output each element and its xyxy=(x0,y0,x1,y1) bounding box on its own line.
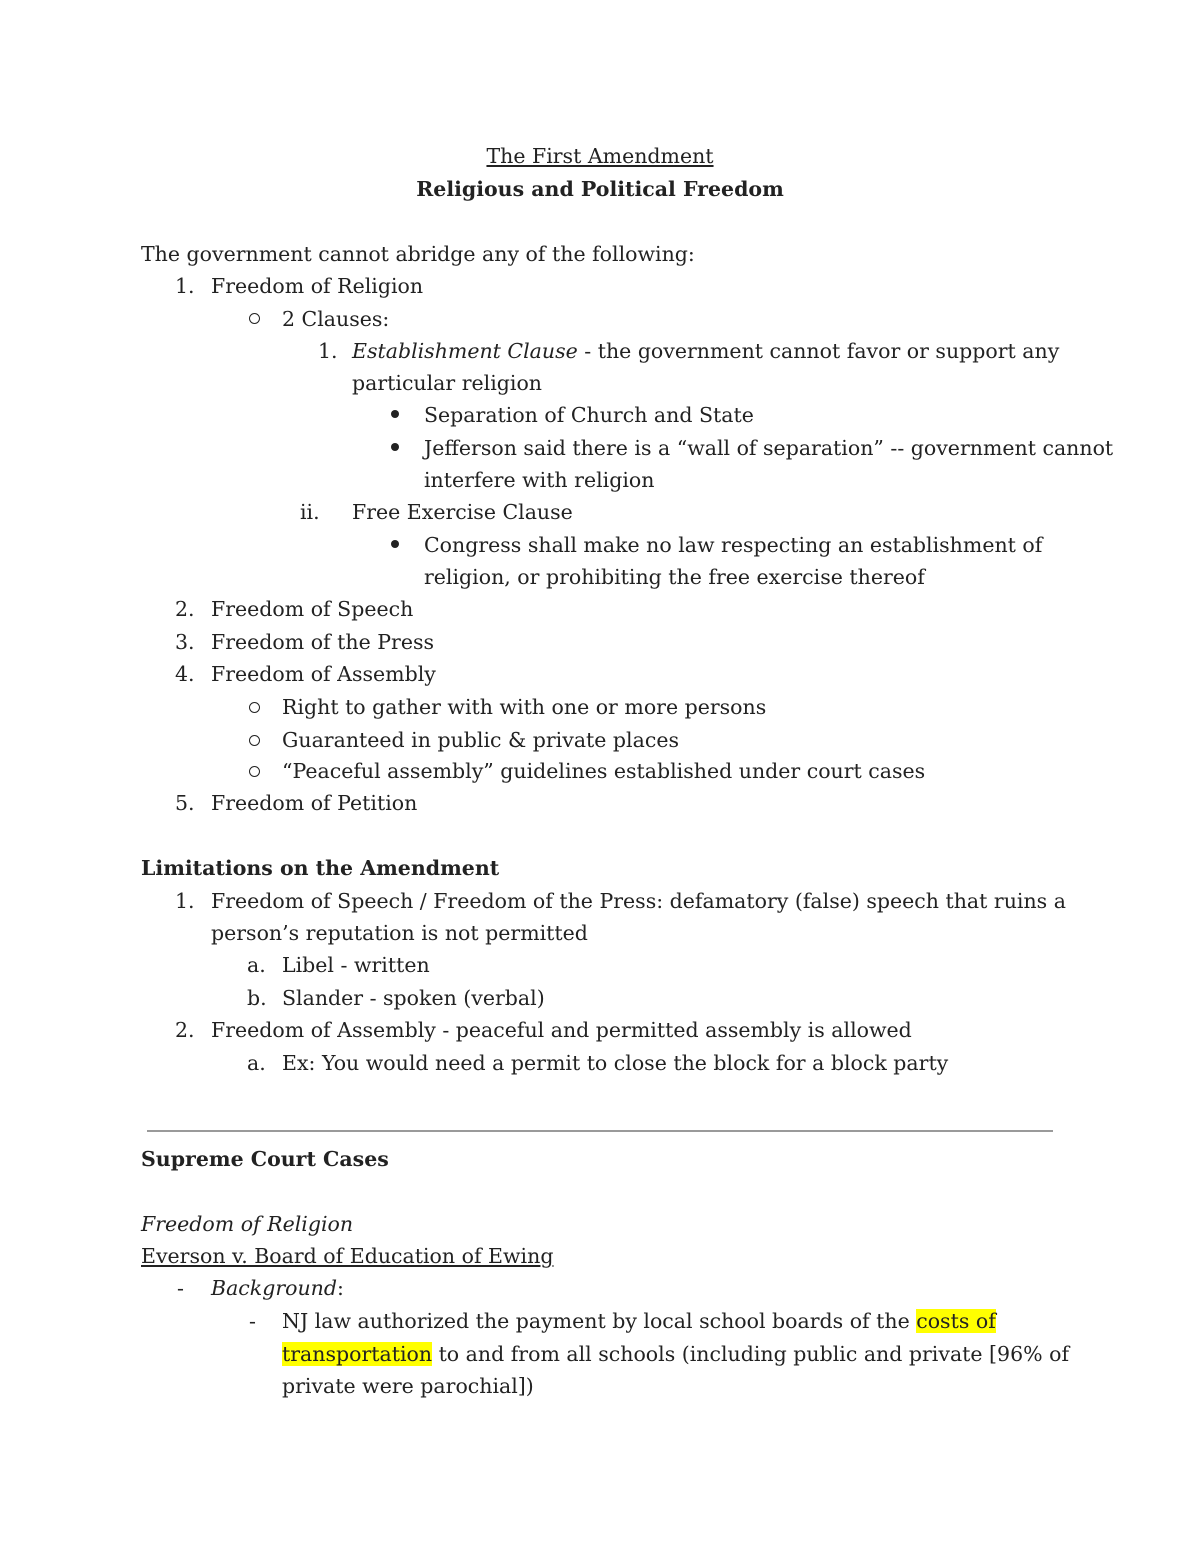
bullet-text-cont: religion, or prohibiting the free exercise thereof xyxy=(424,565,925,589)
solid-bullet-icon xyxy=(391,443,399,451)
list-marker: 1. xyxy=(175,274,195,298)
freedom-item-assembly: Freedom of Assembly xyxy=(211,662,436,686)
limitations-heading: Limitations on the Amendment xyxy=(141,856,500,880)
limitation-item-assembly: Freedom of Assembly - peaceful and permitted assembly is allowed xyxy=(211,1018,912,1042)
case-detail-line3: private were parochial]) xyxy=(282,1374,534,1398)
list-marker: a. xyxy=(247,953,266,977)
list-marker: 2. xyxy=(175,597,195,621)
case-detail-line2: transportation to and from all schools (including public and private [96% of xyxy=(282,1342,1070,1366)
case-detail-line1: NJ law authorized the payment by local school boards of the costs of xyxy=(282,1309,996,1333)
list-marker: 3. xyxy=(175,630,195,654)
limitation-item-speech: Freedom of Speech / Freedom of the Press: defamatory (false) speech that ruins a xyxy=(211,889,1066,913)
list-marker: 1. xyxy=(175,889,195,913)
freedom-item-religion: Freedom of Religion xyxy=(211,274,424,298)
limitation-sub-slander: Slander - spoken (verbal) xyxy=(282,986,545,1010)
background-label: Background xyxy=(211,1276,337,1300)
bullet-text: Guaranteed in public & private places xyxy=(282,728,679,752)
bullet-text: Congress shall make no law respecting an establishment of xyxy=(424,533,1043,557)
list-marker: 1. xyxy=(318,339,338,363)
bullet-text: Jefferson said there is a “wall of separation” -- government cannot xyxy=(424,436,1114,460)
list-marker: 4. xyxy=(175,662,195,686)
bullet-text-cont: interfere with religion xyxy=(424,468,655,492)
clauses-label: 2 Clauses: xyxy=(282,307,390,331)
solid-bullet-icon xyxy=(391,540,399,548)
bullet-text: Separation of Church and State xyxy=(424,403,754,427)
bullet-text: Right to gather with with one or more persons xyxy=(282,695,767,719)
hollow-bullet-icon xyxy=(249,313,260,324)
background-label-line: Background: xyxy=(211,1276,344,1300)
case-title: Everson v. Board of Education of Ewing xyxy=(141,1244,554,1268)
list-marker: b. xyxy=(247,986,267,1010)
case-category: Freedom of Religion xyxy=(141,1212,354,1236)
document-title: The First Amendment xyxy=(486,144,714,168)
establishment-clause-desc: particular religion xyxy=(352,371,542,395)
establishment-clause-title: Establishment Clause xyxy=(352,339,578,363)
freedom-item-petition: Freedom of Petition xyxy=(211,791,418,815)
horizontal-divider xyxy=(147,1130,1053,1132)
list-marker: 2. xyxy=(175,1018,195,1042)
list-marker: 5. xyxy=(175,791,195,815)
freedom-item-press: Freedom of the Press xyxy=(211,630,435,654)
list-marker: ii. xyxy=(300,500,320,524)
limitation-sub-libel: Libel - written xyxy=(282,953,430,977)
dash-marker: - xyxy=(177,1276,184,1300)
limitation-item-speech-cont: person’s reputation is not permitted xyxy=(211,921,588,945)
list-marker: a. xyxy=(247,1051,266,1075)
document-subtitle: Religious and Political Freedom xyxy=(416,177,784,201)
intro-text: The government cannot abridge any of the following: xyxy=(141,242,695,266)
bullet-text: “Peaceful assembly” guidelines established under court cases xyxy=(282,759,926,783)
hollow-bullet-icon xyxy=(249,766,260,777)
highlighted-text: transportation xyxy=(282,1342,433,1366)
freedom-item-speech: Freedom of Speech xyxy=(211,597,414,621)
hollow-bullet-icon xyxy=(249,702,260,713)
free-exercise-clause-title: Free Exercise Clause xyxy=(352,500,573,524)
dash-marker: - xyxy=(249,1309,256,1333)
establishment-clause-line: Establishment Clause - the government cannot favor or support any xyxy=(352,339,1060,363)
cases-heading: Supreme Court Cases xyxy=(141,1147,389,1171)
limitation-sub-permit: Ex: You would need a permit to close the block for a block party xyxy=(282,1051,949,1075)
solid-bullet-icon xyxy=(391,410,399,418)
highlighted-text: costs of xyxy=(916,1309,996,1333)
hollow-bullet-icon xyxy=(249,735,260,746)
